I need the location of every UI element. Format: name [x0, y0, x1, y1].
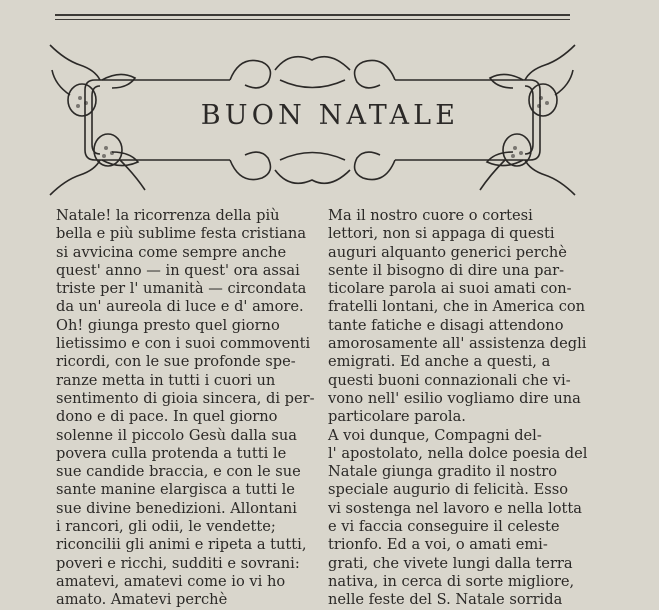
text-line: amato. Amatevi perchè [56, 591, 228, 609]
text-line: amorosamente all' assistenza degli [328, 335, 587, 353]
text-line: Oh! giunga presto quel giorno [56, 316, 280, 334]
text-line: quest' anno — in quest' ora assai [56, 261, 300, 279]
text-line: emigrati. Ed anche a questi, a [328, 353, 551, 371]
text-line: ticolare parola ai suoi amati con- [328, 280, 572, 298]
text-line: l' apostolato, nella dolce poesia del [328, 444, 588, 462]
text-line: e vi faccia conseguire il celeste [328, 518, 560, 536]
text-line: tante fatiche e disagi attendono [328, 316, 564, 334]
text-line: i rancori, gli odii, le vendette; [56, 518, 276, 536]
text-line: grati, che vivete lungi dalla terra [328, 554, 573, 572]
text-line: riconcilii gli animi e ripeta a tutti, [56, 536, 307, 554]
text-line: ricordi, con le sue profonde spe- [56, 353, 296, 371]
text-line: questi buoni connazionali che vi- [328, 371, 571, 389]
top-rule-thin [55, 19, 570, 20]
right-column [328, 207, 588, 610]
text-line: lettori, non si appaga di questi [328, 225, 555, 243]
text-line: povera culla protenda a tutti le [56, 444, 287, 462]
text-line: solenne il piccolo Gesù dalla sua [56, 426, 297, 444]
text-line: nelle feste del S. Natale sorrida [328, 591, 563, 609]
text-line: A voi dunque, Compagni del- [328, 426, 542, 444]
text-line: sentimento di gioia sincera, di per- [56, 389, 315, 407]
text-line: dono e di pace. In quel giorno [56, 408, 278, 426]
text-line: triste per l' umanità — circondata [56, 280, 307, 298]
text-line: vono nell' esilio vogliamo dire una [328, 389, 581, 407]
text-line: sue divine benedizioni. Allontani [56, 499, 297, 517]
text-line: particolare parola. [328, 408, 466, 426]
text-line: ranze metta in tutti i cuori un [56, 371, 276, 389]
text-line: vi sostenga nel lavoro e nella lotta [328, 499, 582, 517]
text-line: poveri e ricchi, sudditi e sovrani: [56, 554, 300, 572]
text-line: amatevi, amatevi come io vi ho [56, 572, 286, 590]
text-line: nativa, in cerca di sorte migliore, [328, 572, 575, 590]
text-line: auguri alquanto generici perchè [328, 243, 567, 261]
text-line: fratelli lontani, che in America con [328, 298, 586, 316]
left-column [56, 207, 315, 610]
text-line: Natale! la ricorrenza della più [56, 207, 280, 224]
text-line: sue candide braccia, e con le sue [56, 463, 301, 481]
text-line: Natale giunga gradito il nostro [328, 463, 558, 481]
text-line: da un' aureola di luce e d' amore. [56, 298, 304, 316]
top-rule [55, 14, 570, 16]
text-line: lietissimo e con i suoi commoventi [56, 335, 311, 353]
text-line: si avvicina come sempre anche [56, 243, 287, 261]
text-line: Ma il nostro cuore o cortesi [328, 207, 533, 224]
text-line: trionfo. Ed a voi, o amati emi- [328, 536, 548, 554]
text-line: bella e più sublime festa cristiana [56, 225, 307, 243]
page-title: BUON NATALE [200, 100, 460, 131]
text-line: sente il bisogno di dire una par- [328, 261, 565, 279]
text-line: sante manine elargisca a tutti le [56, 481, 295, 499]
text-line: speciale augurio di felicità. Esso [328, 481, 568, 499]
